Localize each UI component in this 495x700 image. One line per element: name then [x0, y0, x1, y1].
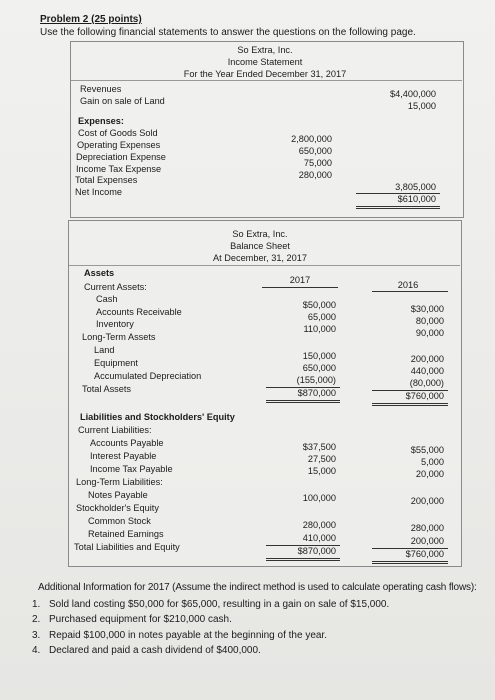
additional-info-intro: Additional Information for 2017 (Assume the indirect method is used to calculate operating cash flows): [38, 582, 477, 593]
is-total-expenses-label: Total Expenses [75, 175, 138, 185]
additional-item-text: Purchased equipment for $210,000 cash. [49, 614, 232, 625]
bs-cs-2016: 280,000 [410, 523, 444, 533]
bs-re-2017: 410,000 [302, 533, 336, 543]
bs-land-label: Land [94, 345, 115, 355]
is-gain-label: Gain on sale of Land [80, 96, 165, 106]
is-revenues-label: Revenues [80, 84, 122, 94]
additional-item-text: Repaid $100,000 in notes payable at the beginning of the year. [49, 630, 327, 641]
bs-total-assets-2016: $760,000 [405, 391, 444, 401]
bs-cash-2016: $30,000 [410, 304, 444, 314]
bs-accdep-label: Accumulated Depreciation [94, 371, 202, 381]
bs-ar-label: Accounts Receivable [96, 307, 182, 317]
is-net-income-label: Net Income [75, 187, 122, 197]
is-expense-value: 650,000 [298, 146, 332, 156]
is-expense-label: Income Tax Expense [76, 164, 162, 174]
bs-equipment-2017: 650,000 [302, 363, 336, 373]
bs-ap-label: Accounts Payable [90, 438, 164, 448]
bs-np-2016: 200,000 [410, 496, 444, 506]
is-double-rule-1 [356, 206, 440, 207]
bs-equipment-2016: 440,000 [410, 366, 444, 376]
bs-col-2017-rule [262, 287, 338, 288]
bs-total-le-2016: $760,000 [405, 549, 444, 559]
bs-ip-label: Interest Payable [90, 451, 157, 461]
bs-inventory-2017: 110,000 [303, 324, 336, 334]
additional-item-text: Declared and paid a cash dividend of $400,000. [49, 645, 261, 656]
bs-ap-2017: $37,500 [302, 442, 336, 452]
bs-current-liab-label: Current Liabilities: [78, 425, 152, 435]
is-company: So Extra, Inc. [237, 45, 293, 55]
bs-assets-label: Assets [84, 268, 115, 278]
bs-itp-label: Income Tax Payable [90, 464, 173, 474]
bs-ltl-label: Long-Term Liabilities: [76, 477, 163, 487]
bs-cash-2017: $50,000 [302, 300, 336, 310]
bs-le-double-2017a [266, 558, 340, 559]
is-period: For the Year Ended December 31, 2017 [183, 69, 347, 79]
bs-col-2016-rule [372, 291, 448, 292]
bs-inventory-2016: 90,000 [415, 328, 444, 338]
is-net-income-value: $610,000 [397, 194, 436, 204]
bs-assets-double-2016b [372, 405, 448, 406]
bs-total-assets-2017: $870,000 [297, 388, 336, 398]
is-expense-value: 2,800,000 [291, 134, 332, 144]
bs-ip-2017: 27,500 [307, 454, 336, 464]
is-expense-value: 75,000 [303, 158, 332, 168]
bs-re-label: Retained Earnings [88, 529, 164, 539]
bs-lta-label: Long-Term Assets [82, 332, 156, 342]
bs-total-le-2017: $870,000 [297, 546, 336, 556]
bs-assets-double-2017b [266, 402, 340, 403]
bs-inventory-label: Inventory [96, 319, 134, 329]
bs-header-rule [69, 265, 460, 266]
bs-cash-label: Cash [96, 294, 118, 304]
is-title: Income Statement [227, 57, 303, 67]
bs-date: At December, 31, 2017 [213, 253, 307, 263]
bs-accdep-2017: (155,000) [296, 375, 336, 385]
bs-itp-2017: 15,000 [307, 466, 336, 476]
additional-item-text: Sold land costing $50,000 for $65,000, resulting in a gain on sale of $15,000. [49, 599, 390, 610]
bs-land-2017: 150,000 [302, 351, 336, 361]
is-expense-label: Operating Expenses [77, 140, 161, 150]
bs-col-2016: 2016 [397, 280, 419, 290]
bs-company: So Extra, Inc. [232, 229, 288, 239]
bs-ar-2016: 80,000 [415, 316, 444, 326]
instruction-text: Use the following financial statements to answer the questions on the following page. [40, 27, 416, 38]
problem-title: Problem 2 (25 points) [40, 14, 142, 25]
bs-col-2017: 2017 [289, 275, 311, 285]
bs-cs-2017: 280,000 [302, 520, 336, 530]
bs-le-double-2016a [372, 561, 448, 562]
bs-le-double-2016b [372, 563, 448, 564]
bs-liab-equity-label: Liabilities and Stockholders' Equity [80, 412, 235, 422]
bs-re-2016: 200,000 [410, 536, 444, 546]
bs-assets-rule-2016 [372, 390, 448, 391]
bs-ar-2017: 65,000 [307, 312, 336, 322]
bs-le-double-2017b [266, 560, 340, 561]
is-expense-value: 280,000 [298, 170, 332, 180]
bs-np-label: Notes Payable [88, 490, 148, 500]
is-header-rule [71, 80, 462, 81]
bs-itp-2016: 20,000 [415, 469, 444, 479]
is-total-expenses-value: 3,805,000 [395, 182, 436, 192]
bs-ap-2016: $55,000 [410, 445, 444, 455]
bs-current-assets-label: Current Assets: [84, 282, 147, 292]
bs-assets-rule-2017 [266, 387, 340, 388]
is-revenues-value: $4,400,000 [390, 89, 436, 99]
is-gain-value: 15,000 [407, 101, 436, 111]
bs-ip-2016: 5,000 [421, 457, 444, 467]
bs-land-2016: 200,000 [410, 354, 444, 364]
is-expense-label: Depreciation Expense [76, 152, 166, 162]
bs-total-le-label: Total Liabilities and Equity [74, 542, 180, 552]
is-expense-label: Cost of Goods Sold [78, 128, 158, 138]
bs-assets-double-2016a [372, 403, 448, 404]
bs-title: Balance Sheet [230, 241, 290, 251]
bs-total-assets-label: Total Assets [82, 384, 132, 394]
additional-item-number: 3. [32, 630, 41, 641]
additional-item-number: 2. [32, 614, 41, 625]
bs-cs-label: Common Stock [88, 516, 151, 526]
bs-assets-double-2017a [266, 400, 340, 401]
bs-accdep-2016: (80,000) [409, 378, 444, 388]
bs-se-label: Stockholder's Equity [76, 503, 159, 513]
is-double-rule-2 [356, 208, 440, 209]
bs-np-2017: 100,000 [302, 493, 336, 503]
additional-item-number: 1. [32, 599, 41, 610]
additional-item-number: 4. [32, 645, 41, 656]
bs-equipment-label: Equipment [94, 358, 138, 368]
is-expenses-label: Expenses: [78, 116, 124, 126]
